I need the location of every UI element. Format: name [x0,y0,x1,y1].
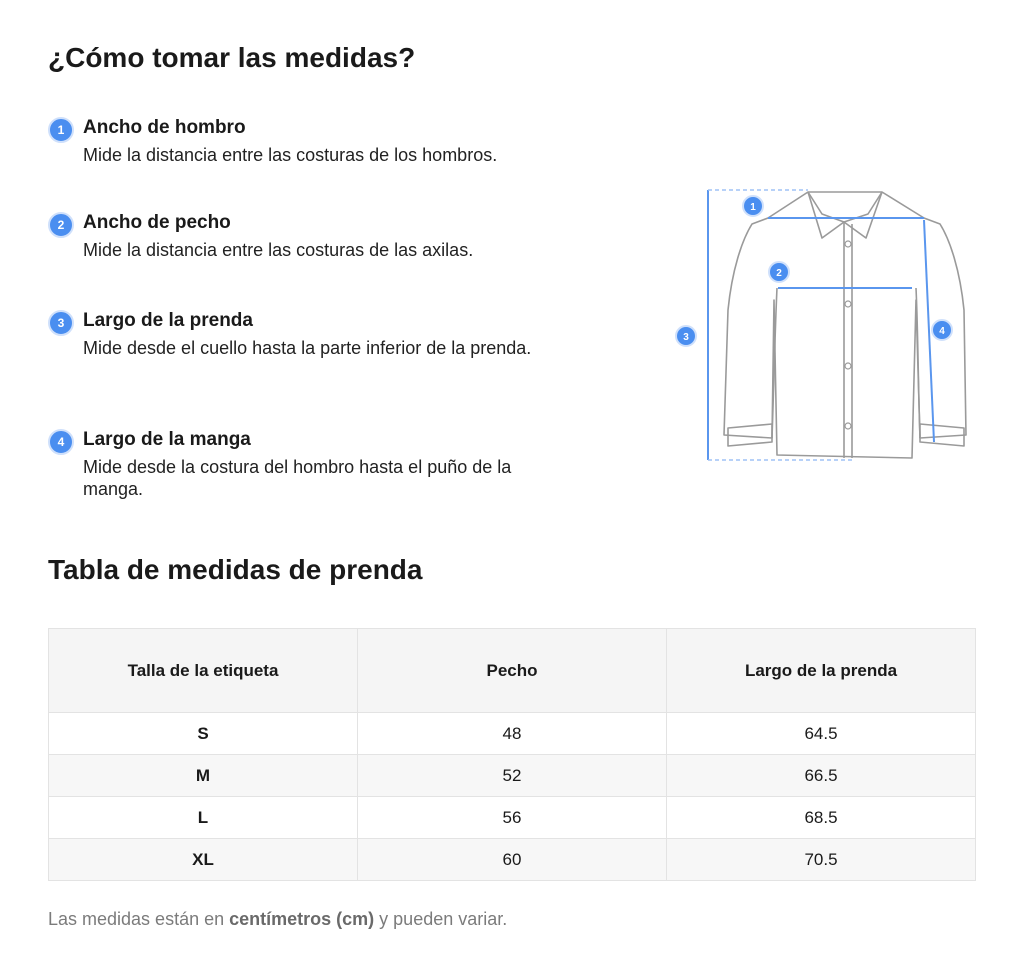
units-footnote: Las medidas están en centímetros (cm) y pueden variar. [48,909,508,929]
shirt-measurement-diagram-icon [672,180,972,470]
table-row [49,839,976,881]
step-description: Mide desde la costura del hombro hasta el puño de la manga. [83,457,512,499]
chest-cell: 48 [358,713,667,755]
chest-cell: 52 [358,755,667,797]
step-number-badge: 1 [48,117,74,143]
header-size-label: Talla de la etiqueta [49,629,358,713]
length-cell: 68.5 [667,797,976,839]
step-description: Mide la distancia entre las costuras de las axilas. [83,240,474,260]
svg-text:4: 4 [939,326,945,337]
header-chest: Pecho [358,629,667,713]
step-number-badge: 2 [48,212,74,238]
step-title: Ancho de hombro [83,117,246,138]
chest-cell: 56 [358,797,667,839]
step-number-badge: 3 [48,310,74,336]
step-description: Mide la distancia entre las costuras de los hombros. [83,145,498,165]
size-cell: L [49,797,358,839]
step-title: Largo de la prenda [83,310,253,331]
marker-2 [769,262,789,282]
header-length: Largo de la prenda [667,629,976,713]
size-cell: M [49,755,358,797]
page-title: ¿Cómo tomar las medidas? [48,42,416,73]
length-cell: 66.5 [667,755,976,797]
size-table-title: Tabla de medidas de prenda [48,554,423,585]
step-title: Ancho de pecho [83,212,231,233]
chest-cell: 60 [358,839,667,881]
size-cell: S [49,713,358,755]
shirt-collar [808,192,882,238]
table-row [49,797,976,839]
step-number-badge: 4 [48,429,74,455]
table-row [49,755,976,797]
size-table [48,628,976,881]
svg-text:2: 2 [776,268,782,279]
length-cell: 64.5 [667,713,976,755]
step-description: Mide desde el cuello hasta la parte inferior de la prenda. [83,338,532,358]
units-emphasis: centímetros (cm) [229,909,375,929]
table-header-row [49,629,976,713]
marker-4 [932,320,952,340]
marker-3 [676,326,696,346]
size-cell: XL [49,839,358,881]
step-title: Largo de la manga [83,429,251,450]
marker-1 [743,196,763,216]
table-row [49,713,976,755]
svg-text:3: 3 [683,332,689,343]
length-cell: 70.5 [667,839,976,881]
svg-text:1: 1 [750,202,756,213]
